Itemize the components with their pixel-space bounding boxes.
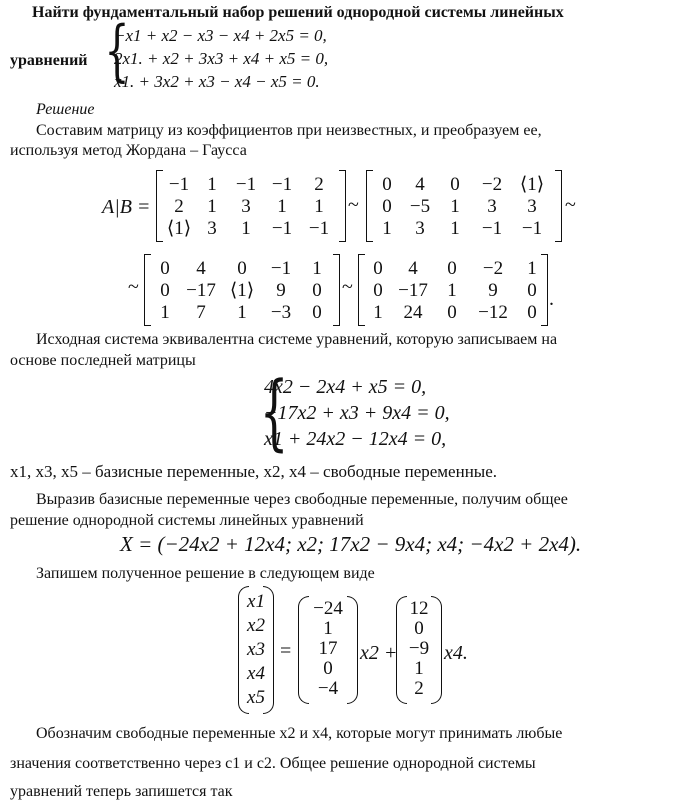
problem-title: Найти фундаментальный набор решений однородной системы линейных — [32, 4, 564, 21]
vec_x-entry: x3 — [247, 639, 265, 660]
m1-cell: 3 — [207, 218, 217, 239]
matrix-1 — [156, 170, 346, 242]
para5-line2: значения соответственно через c1 и c2. Общее решение однородной системы — [10, 755, 536, 772]
tilde-2: ~ — [565, 194, 576, 216]
m2-cell: 0 — [382, 196, 392, 217]
m2-cell: 1 — [382, 218, 392, 239]
vector-a — [298, 596, 358, 704]
m4-cell: 9 — [488, 280, 498, 301]
m4-cell: 0 — [373, 280, 383, 301]
m1-cell: 2 — [314, 174, 324, 195]
vec_b-entry: 0 — [414, 618, 424, 639]
m4-cell: 0 — [527, 280, 537, 301]
m1-cell: −1 — [308, 218, 330, 239]
m3-cell: −3 — [270, 302, 292, 323]
problem-title-cont: уравнений — [10, 52, 88, 69]
m1-cell: 1 — [241, 218, 251, 239]
m4-cell: 4 — [408, 258, 418, 279]
vec_b-entry: 2 — [414, 678, 424, 699]
m3-cell: 0 — [160, 258, 170, 279]
m2-cell: 3 — [527, 196, 537, 217]
m2-cell: 1 — [450, 218, 460, 239]
vector-x4-term: x4. — [444, 642, 468, 664]
basic-free-vars: x1, x3, x5 – базисные переменные, x2, x4 – свободные переменные. — [10, 462, 498, 481]
m3-cell: −17 — [186, 280, 216, 301]
system1-eq2: 2x1. + x2 + 3x3 + x4 + x5 = 0, — [114, 49, 329, 68]
m4-cell: −17 — [398, 280, 428, 301]
ab-label: A|B = — [102, 196, 151, 218]
m2-cell: −2 — [481, 174, 503, 195]
m1-cell: 1 — [207, 196, 217, 217]
m4-cell: 0 — [447, 302, 457, 323]
m3-cell: 4 — [196, 258, 206, 279]
vec_a-entry: −24 — [313, 598, 343, 619]
m2-cell: −5 — [409, 196, 431, 217]
m1-cell: 3 — [241, 196, 251, 217]
m4-cell: 24 — [403, 302, 423, 323]
para3-line2: решение однородной системы линейных уравнений — [10, 512, 364, 529]
m4-cell: 1 — [527, 258, 537, 279]
tilde-3: ~ — [128, 276, 139, 298]
vec_b-entry: 12 — [409, 598, 429, 619]
m2-cell: −1 — [521, 218, 543, 239]
matrix-3 — [144, 254, 340, 326]
m1-cell: ⟨1⟩ — [166, 218, 192, 239]
para4: Запишем полученное решение в следующем виде — [36, 565, 375, 582]
para1-line2: используя метод Жордана – Гаусса — [10, 142, 247, 159]
m2-cell: 3 — [487, 196, 497, 217]
m4-cell: −12 — [478, 302, 508, 323]
vec_a-entry: −4 — [317, 678, 339, 699]
m2-cell: 3 — [415, 218, 425, 239]
vec_b-entry: −9 — [408, 638, 430, 659]
system1-eq3: x1. + 3x2 + x3 − x4 − x5 = 0. — [114, 72, 320, 91]
solution-label: Решение — [36, 101, 95, 118]
m3-cell: 0 — [160, 280, 170, 301]
para2-line2: основе последней матрицы — [10, 352, 196, 369]
para5-line1: Обозначим свободные переменные x2 и x4, которые могут принимать любые — [36, 725, 563, 742]
m4-cell: −2 — [482, 258, 504, 279]
m1-cell: 1 — [207, 174, 217, 195]
vector-x — [238, 586, 274, 714]
vec_a-entry: 17 — [318, 638, 338, 659]
vec_a-entry: 1 — [323, 618, 333, 639]
para3-line1: Выразив базисные переменные через свободные переменные, получим общее — [36, 491, 568, 508]
m2-cell: 0 — [450, 174, 460, 195]
vector-equals: = — [280, 640, 292, 662]
system2-brace: { — [259, 365, 289, 460]
m2-cell: 1 — [450, 196, 460, 217]
vec_x-entry: x2 — [247, 615, 265, 636]
m4-cell: 1 — [447, 280, 457, 301]
system2-eq3: x1 + 24x2 − 12x4 = 0, — [264, 428, 447, 450]
m3-cell: ⟨1⟩ — [229, 280, 255, 301]
m2-cell: 0 — [382, 174, 392, 195]
matrix-end-dot: . — [549, 288, 554, 310]
vec_x-entry: x5 — [247, 687, 265, 708]
vec_b-entry: 1 — [414, 658, 424, 679]
system-brace: { — [104, 12, 130, 89]
vec_x-entry: x4 — [247, 663, 265, 684]
m3-cell: −1 — [270, 258, 292, 279]
m2-cell: −1 — [481, 218, 503, 239]
m1-cell: 1 — [314, 196, 324, 217]
m3-cell: 1 — [312, 258, 322, 279]
equation-system-2 — [264, 374, 450, 452]
vec_x-entry: x1 — [247, 591, 265, 612]
m3-cell: 0 — [312, 280, 322, 301]
m2-cell: ⟨1⟩ — [519, 174, 545, 195]
m3-cell: 9 — [276, 280, 286, 301]
m1-cell: −1 — [168, 174, 190, 195]
para2-line1: Исходная система эквивалентна системе уравнений, которую записываем на — [36, 331, 558, 348]
para1-line1: Составим матрицу из коэффициентов при неизвестных, и преобразуем ее, — [36, 122, 542, 139]
m3-cell: 1 — [160, 302, 170, 323]
system2-eq2: −17x2 + x3 + 9x4 = 0, — [264, 402, 450, 424]
m1-cell: −1 — [271, 174, 293, 195]
matrix-2 — [366, 170, 562, 242]
m1-cell: 2 — [174, 196, 184, 217]
system1-eq1: −x1 + x2 − x3 − x4 + 2x5 = 0, — [114, 26, 327, 45]
vector-x2-term: x2 + — [360, 642, 398, 664]
vec_a-entry: 0 — [323, 658, 333, 679]
m4-cell: 0 — [373, 258, 383, 279]
tilde-4: ~ — [342, 276, 353, 298]
vector-b — [396, 596, 442, 704]
m3-cell: 0 — [237, 258, 247, 279]
tilde-1: ~ — [348, 194, 359, 216]
m4-cell: 1 — [373, 302, 383, 323]
m1-cell: −1 — [235, 174, 257, 195]
m3-cell: 7 — [196, 302, 206, 323]
general-solution-formula: X = (−24x2 + 12x4; x2; 17x2 − 9x4; x4; −4x2 + 2x4). — [120, 532, 582, 556]
m3-cell: 1 — [237, 302, 247, 323]
equation-system-1 — [114, 24, 328, 93]
m2-cell: 4 — [415, 174, 425, 195]
para5-line3: уравнений теперь запишется так — [10, 783, 233, 800]
m3-cell: 0 — [312, 302, 322, 323]
m1-cell: 1 — [277, 196, 287, 217]
m1-cell: −1 — [271, 218, 293, 239]
system2-eq1: 4x2 − 2x4 + x5 = 0, — [264, 376, 427, 398]
matrix-4 — [358, 254, 548, 326]
m4-cell: 0 — [527, 302, 537, 323]
m4-cell: 0 — [447, 258, 457, 279]
